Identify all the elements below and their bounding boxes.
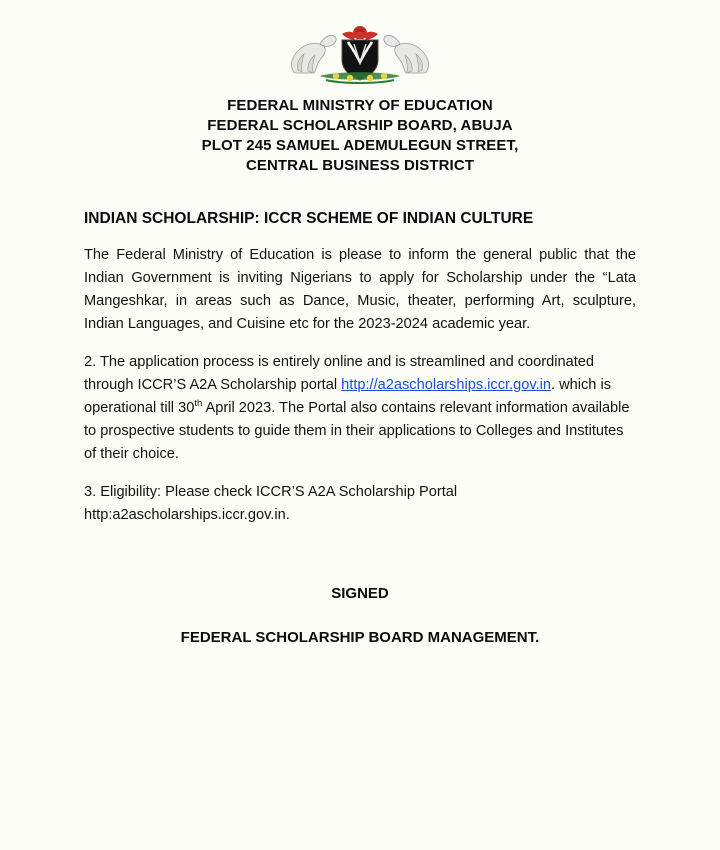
paragraph-2-after-link: . which is operational till 30 [84,377,611,416]
page-title: INDIAN SCHOLARSHIP: ICCR SCHEME OF INDIAN CULTURE [84,210,534,227]
letterhead-line-1: FEDERAL MINISTRY OF EDUCATION [227,97,493,114]
signed-label: SIGNED [331,585,389,602]
letterhead-line-3: PLOT 245 SAMUEL ADEMULEGUN STREET, [201,137,519,154]
letterhead-line-2: FEDERAL SCHOLARSHIP BOARD, ABUJA [207,117,513,134]
paragraph-eligibility: 3. Eligibility: Please check ICCR’S A2A Scholarship Portal http:a2ascholarships.iccr.gov.in. [84,484,458,523]
letterhead [84,96,636,176]
signing-authority-period: . [535,629,540,646]
date-ordinal-suffix: th [194,398,203,410]
paragraph-application-process [84,351,636,466]
letterhead-line-4: CENTRAL BUSINESS DISTRICT [245,157,475,174]
signing-authority-name: FEDERAL SCHOLARSHIP BOARD MANAGEMENT [180,629,536,646]
paragraph-2-tail: April 2023. The Portal also contains relevant information available to prospective students to guide them in their applications to Colleges and Institutes of their choice. [84,400,630,462]
coat-of-arms-container [84,18,636,90]
signing-authority [84,629,636,646]
a2a-scholarship-portal-link[interactable]: http://a2ascholarships.iccr.gov.in [341,377,551,393]
paragraph-2-lead: 2. The application process is entirely online and is streamlined and coordinated through ICCR’S A2A Scholarship portal [84,354,595,393]
nigeria-coat-of-arms-icon [280,18,440,88]
paragraph-intro: The Federal Ministry of Education is please to inform the general public that the Indian Government is inviting Nigerians to apply for Scholarship under the “Lata Mangeshkar, in areas such as Dance, Music, theater, performing Art, sculpture, Indian Languages, and Cuisine etc for the 2023-2024 academic year. [84,247,636,332]
